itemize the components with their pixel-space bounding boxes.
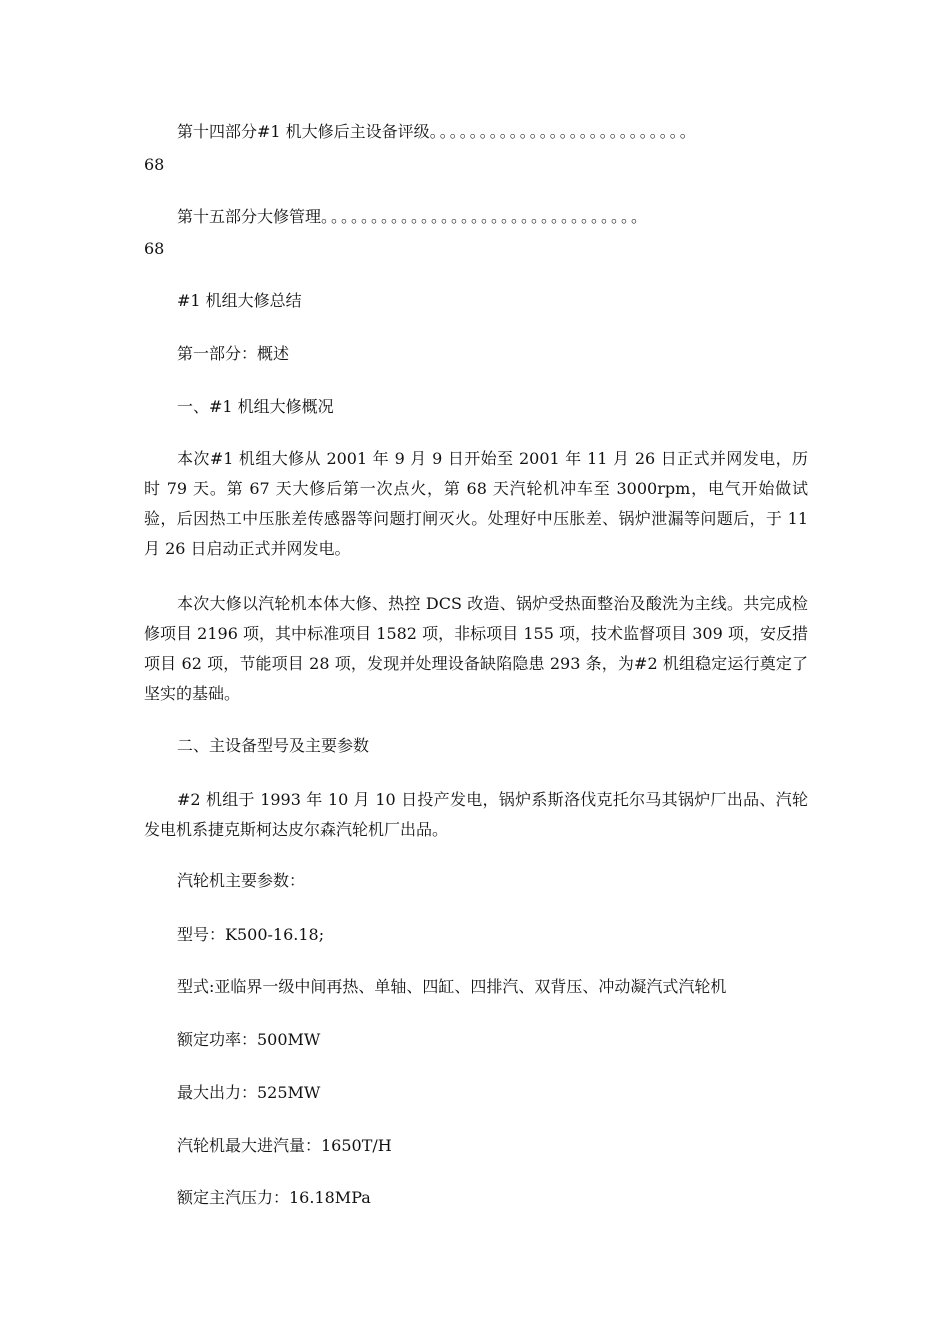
- subsection-heading: 汽轮机主要参数：: [177, 871, 306, 890]
- part-heading: 第一部分：概述: [177, 344, 290, 363]
- spec-line-type: 型式:亚临界一级中间再热、单轴、四缸、四排汽、双背压、冲动凝汽式汽轮机: [177, 977, 727, 996]
- toc-entry: [144, 202, 808, 232]
- document-title: #1 机组大修总结: [177, 291, 302, 310]
- section-heading: 二、主设备型号及主要参数: [177, 736, 370, 755]
- section-heading: 一、#1 机组大修概况: [177, 397, 334, 416]
- toc-leader-dots: 。。。。。。。。。。。。。。。。。。。。。。。。。。: [429, 122, 698, 141]
- spec-line-model: 型号：K500-16.18;: [177, 925, 325, 944]
- toc-leader-dots: 。。。。。。。。。。。。。。。。。。。。。。。。。。。。。。。。: [321, 207, 650, 226]
- body-paragraph: 本次#1 机组大修从 2001 年 9 月 9 日开始至 2001 年 11 月 26 日正式并网发电，历时 79 天。第 67 天大修后第一次点火，第 68 天汽轮机冲车至 3000rpm，电气开始做试验，后因热工中压胀差传感器等问题打闸灭火。处理好中压胀差、锅炉泄漏等问题后，于 11 月 26 日启动正式并网发电。: [144, 449, 808, 558]
- spec-line-max-steam-intake: 汽轮机最大进汽量：1650T/H: [177, 1136, 392, 1155]
- toc-entry: [144, 117, 808, 147]
- spec-line-rated-main-steam-pressure: 额定主汽压力：16.18MPa: [177, 1188, 371, 1207]
- toc-entry-title: 第十五部分大修管理: [177, 207, 322, 226]
- toc-entry-page-number: 68: [144, 155, 165, 174]
- spec-line-max-output: 最大出力：525MW: [177, 1083, 321, 1102]
- body-paragraph: 本次大修以汽轮机本体大修、热控 DCS 改造、锅炉受热面整治及酸洗为主线。共完成检修项目 2196 项，其中标准项目 1582 项，非标项目 155 项，技术监督项目 309 项，安反措项目 62 项，节能项目 28 项，发现并处理设备缺陷隐患 293 条，为#2 机组稳定运行奠定了坚实的基础。: [144, 594, 808, 703]
- toc-entry-page-number: 68: [144, 239, 165, 258]
- body-paragraph: #2 机组于 1993 年 10 月 10 日投产发电，锅炉系斯洛伐克托尔马其锅炉厂出品、汽轮发电机系捷克斯柯达皮尔森汽轮机厂出品。: [144, 790, 808, 839]
- spec-line-rated-power: 额定功率：500MW: [177, 1030, 321, 1049]
- toc-entry-title: 第十四部分#1 机大修后主设备评级: [177, 122, 430, 141]
